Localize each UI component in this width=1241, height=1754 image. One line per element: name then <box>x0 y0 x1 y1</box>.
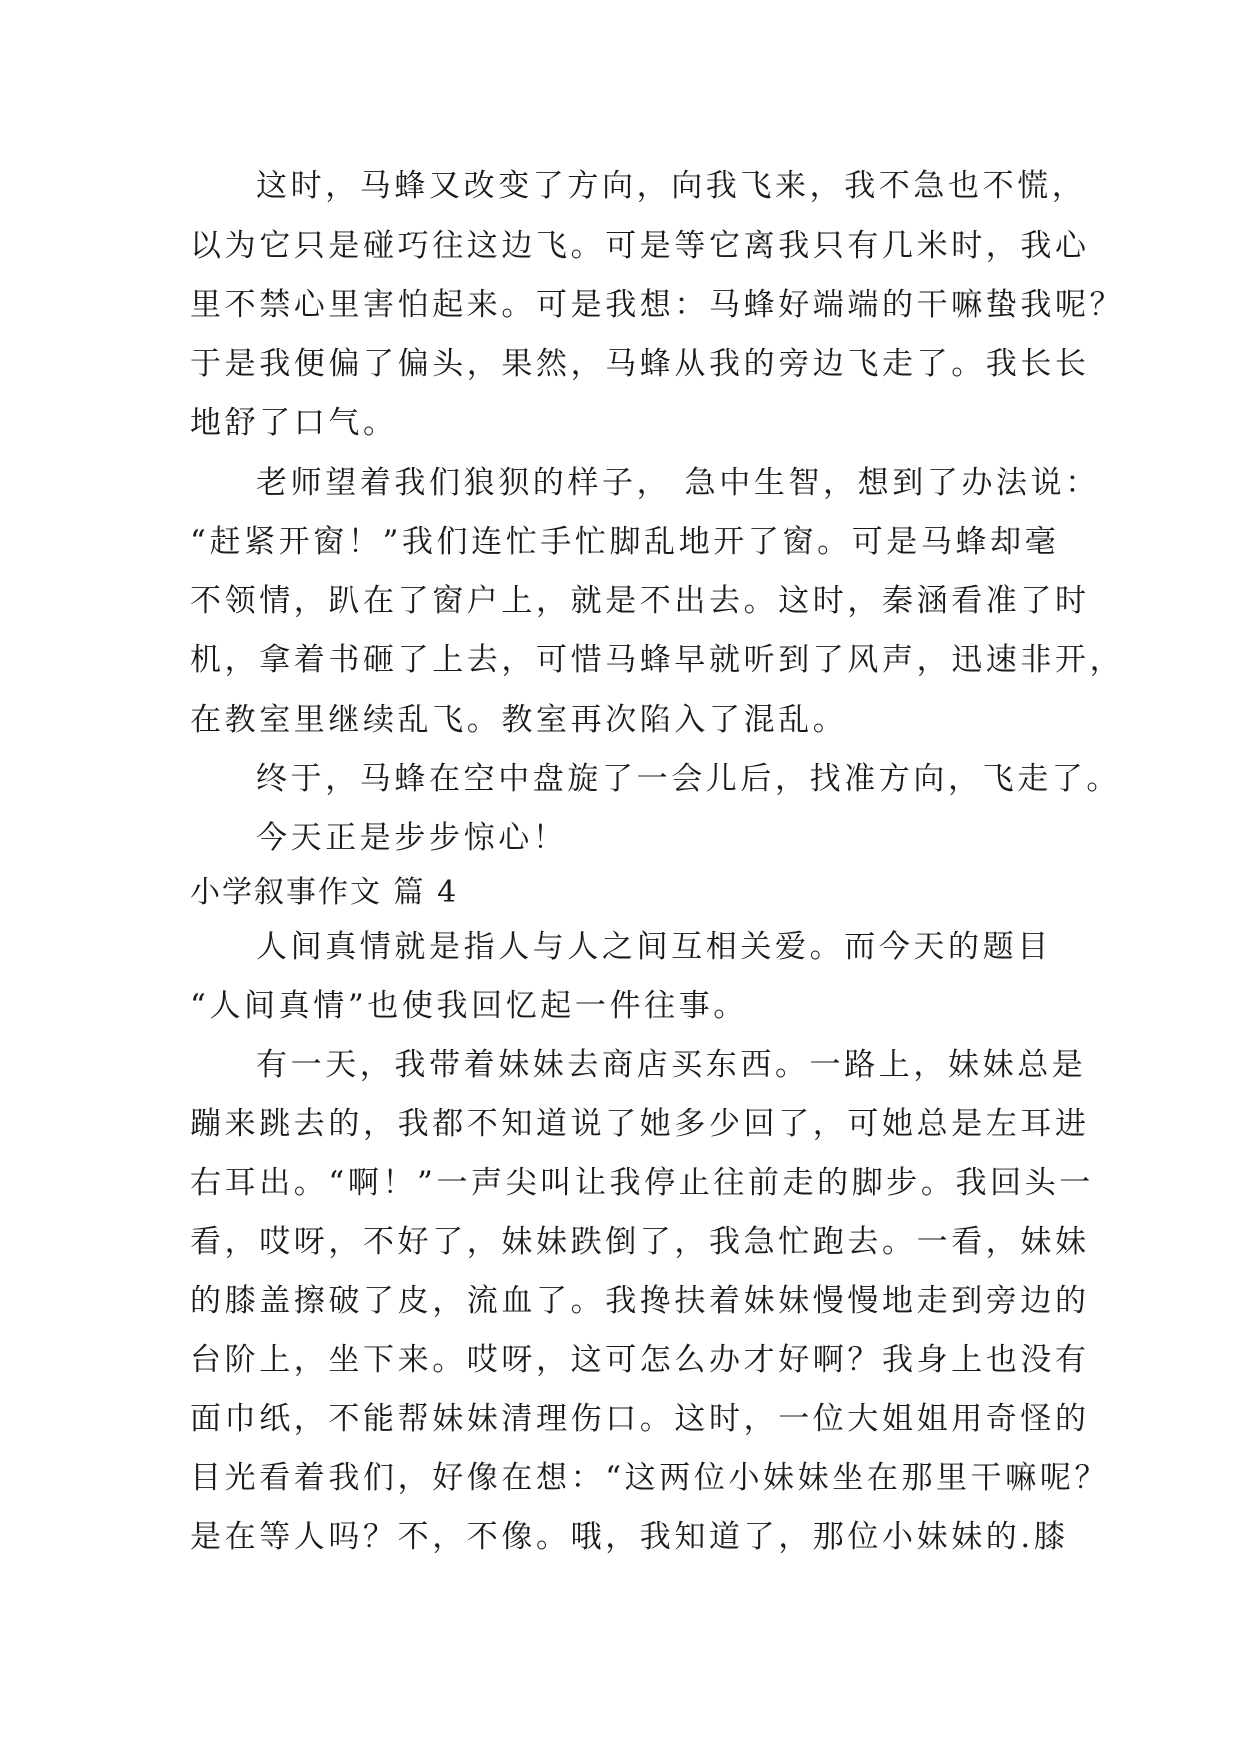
text-line: 地舒了口气。 <box>190 405 398 441</box>
text-line: 老师望着我们狼狈的样子， 急中生智，想到了办法说： <box>256 465 1100 501</box>
text-line: 今天正是步步惊心！ <box>256 820 568 856</box>
text-line: 是在等人吗？不，不像。哦，我知道了，那位小妹妹的.膝 <box>190 1519 1069 1555</box>
text-line: “赶紧开窗！”我们连忙手忙脚乱地开了窗。可是马蜂却毫 <box>190 524 1060 560</box>
text-line: 的膝盖擦破了皮，流血了。我搀扶着妹妹慢慢地走到旁边的 <box>190 1283 1090 1319</box>
text-line: 蹦来跳去的，我都不知道说了她多少回了，可她总是左耳进 <box>190 1106 1090 1142</box>
text-line: 看，哎呀，不好了，妹妹跌倒了，我急忙跑去。一看，妹妹 <box>190 1224 1090 1260</box>
text-line: 右耳出。“啊！”一声尖叫让我停止往前走的脚步。我回头一 <box>190 1165 1094 1201</box>
section-heading: 小学叙事作文 篇 4 <box>190 875 459 910</box>
text-line: 人间真情就是指人与人之间互相关爱。而今天的题目 <box>256 929 1052 965</box>
text-line: 机，拿着书砸了上去，可惜马蜂早就听到了风声，迅速非开， <box>190 642 1125 678</box>
text-line: 有一天，我带着妹妹去商店买东西。一路上，妹妹总是 <box>256 1047 1087 1083</box>
text-line: 在教室里继续乱飞。教室再次陷入了混乱。 <box>190 702 848 738</box>
text-line: 里不禁心里害怕起来。可是我想：马蜂好端端的干嘛蛰我呢？ <box>190 287 1125 323</box>
text-line: 目光看着我们，好像在想：“这两位小妹妹坐在那里干嘛呢？ <box>190 1460 1110 1496</box>
text-line: 这时，马蜂又改变了方向，向我飞来，我不急也不慌， <box>256 168 1087 204</box>
text-line: 不领情，趴在了窗户上，就是不出去。这时，秦涵看准了时 <box>190 583 1090 619</box>
text-line: “人间真情”也使我回忆起一件往事。 <box>190 988 748 1024</box>
text-line: 以为它只是碰巧往这边飞。可是等它离我只有几米时，我心 <box>190 228 1090 264</box>
text-line: 台阶上，坐下来。哎呀，这可怎么办才好啊？我身上也没有 <box>190 1342 1090 1378</box>
text-line: 于是我便偏了偏头，果然，马蜂从我的旁边飞走了。我长长 <box>190 346 1090 382</box>
text-line: 终于，马蜂在空中盘旋了一会儿后，找准方向，飞走了。 <box>256 761 1121 797</box>
text-line: 面巾纸，不能帮妹妹清理伤口。这时，一位大姐姐用奇怪的 <box>190 1401 1090 1437</box>
